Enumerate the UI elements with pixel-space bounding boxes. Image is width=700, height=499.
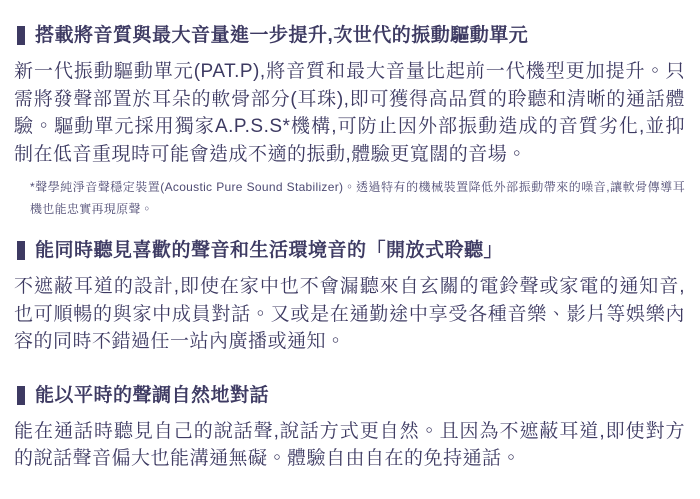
heading-bar-icon — [17, 386, 25, 405]
feature-section-open-listening — [14, 240, 685, 356]
section-heading — [14, 385, 685, 407]
section-body-text: 不遮蔽耳道的設計,即使在家中也不會漏聽來自玄關的電鈴聲或家電的通知音,也可順暢的與家中成員對話。又或是在通勤途中享受各種音樂、影片等娛樂內容的同時不錯過任一站內廣播或通知。 — [14, 276, 685, 352]
heading-bar-icon — [17, 26, 25, 45]
section-heading — [14, 240, 685, 262]
section-heading-text: 搭載將音質與最大音量進一步提升,次世代的振動驅動單元 — [35, 25, 529, 46]
section-body-text: 能在通話時聽見自己的說話聲,說話方式更自然。且因為不遮蔽耳道,即使對方的說話聲音偏大也能溝通無礙。體驗自由自在的免持通話。 — [14, 420, 685, 469]
heading-bar-icon — [17, 241, 25, 260]
section-heading-text: 能以平時的聲調自然地對話 — [35, 384, 270, 406]
feature-section-driver — [14, 25, 685, 220]
section-body-text: 新一代振動驅動單元(PAT.P),將音質和最大音量比起前一代機型更加提升。只需將發聲部置於耳朵的軟骨部分(耳珠),即可獲得高品質的聆聽和清晰的通話體驗。驅動單元採用獨家A.P.S.S*機構,可防止因外部振動造成的音質劣化,並抑制在低音重現時可能會造成不適的振動,體驗更寬闊的音場。 — [14, 61, 685, 165]
section-footnote-text: *聲學純淨音聲穩定裝置(Acoustic Pure Sound Stabilizer)。透過特有的機械裝置降低外部振動帶來的噪音,讓軟骨傳導耳機也能忠實再現原聲。 — [30, 180, 685, 216]
feature-section-natural-talk — [14, 385, 685, 473]
section-heading-text: 能同時聽見喜歡的聲音和生活環境音的「開放式聆聽」 — [35, 240, 504, 261]
section-heading — [14, 25, 685, 47]
